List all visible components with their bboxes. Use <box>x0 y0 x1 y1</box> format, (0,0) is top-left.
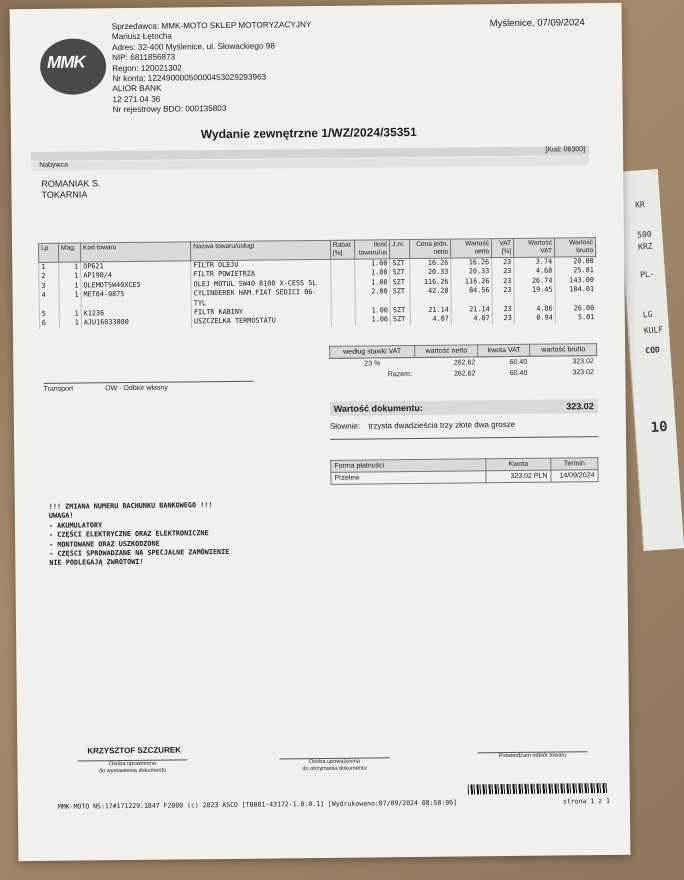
cell-brutto: 104.01 <box>555 285 596 304</box>
cell-jm: SZT <box>390 306 410 316</box>
cell-lp: 1 <box>39 262 59 272</box>
cell-brutto: 20.00 <box>555 257 596 267</box>
confirm-caption: Potwierdzam odbiór towaru <box>498 752 567 760</box>
cell-rabat <box>331 288 355 307</box>
cell-kod: MET04-0875 <box>81 290 191 310</box>
seller-line: 12 271 04 36 <box>112 94 161 104</box>
payment-row <box>331 470 598 485</box>
cell-cena: 16.26 <box>410 258 451 268</box>
cell-kod: OP621 <box>81 261 191 272</box>
cell-jm: SZT <box>390 287 410 306</box>
cell-lp: 6 <box>39 319 59 329</box>
total-label: Razem: <box>387 371 412 379</box>
cell-nazwa: FILTR KABINY <box>191 307 331 318</box>
payment-amount: 323.02 PLN <box>486 470 551 483</box>
footer-text: MMK-MOTO NS:17#171229:1847 F2000 (c) 2023 ASCO [T0001-43172-1.0.0.1] [Wydrukowano:07/09/2024 08:50:06] <box>57 798 458 811</box>
cell-mag: 1 <box>59 281 81 291</box>
cell-kod: OLEMOT5W40XCE5 <box>81 280 191 291</box>
cell-lp: 3 <box>39 282 59 292</box>
cell-nazwa: CYLINDEREK HAM.FIAT SEDICI 06-TYL <box>191 288 331 308</box>
cell-jm: SZT <box>390 259 410 269</box>
place-date: Myślenice, 07/09/2024 <box>489 17 585 30</box>
col-header: Rabat [%] <box>330 240 354 259</box>
cell-brutto: 25.01 <box>555 267 596 277</box>
cell-vat: 23 <box>492 257 514 267</box>
cell-wvat: 26.74 <box>514 276 555 286</box>
col-header: Ilość towaru/us <box>354 240 389 259</box>
vat-header: kwota VAT <box>478 344 530 357</box>
cell-wvat: 19.45 <box>514 286 555 305</box>
note-line: - AKUMULATORY <box>48 521 103 530</box>
issuer-caption-1: Osoba uprawniona <box>108 760 156 768</box>
cell-ilosc: 1.00 <box>355 278 390 288</box>
seller-line: Nr rejestrowy BDO: 000135803 <box>112 104 227 115</box>
receipt-line: KULF <box>643 325 664 336</box>
document-value-amount: 323.02 <box>566 401 594 412</box>
total-netto: 262.62 <box>453 370 476 378</box>
confirm-signature <box>477 751 587 760</box>
cell-vat: 23 <box>492 286 514 305</box>
vat-netto: 262.62 <box>453 359 476 367</box>
side-receipt <box>617 169 684 551</box>
note-line: NIE PODLEGAJĄ ZWROTOWI! <box>49 558 144 568</box>
buyer-city: TOKARNIA <box>41 189 88 200</box>
note-line: - CZĘŚCI SPROWADZANE NA SPECJALNE ZAMÓWIENIE <box>49 547 230 558</box>
cell-brutto: 26.00 <box>555 304 596 314</box>
cell-brutto: 5.01 <box>555 314 596 324</box>
col-header: Wartość VAT <box>514 238 555 257</box>
cell-jm: SZT <box>390 278 410 288</box>
document-value-label: Wartość dokumentu: <box>333 402 423 414</box>
kod-value: [Kod: 06300] <box>545 146 586 154</box>
cell-ilosc: 2.00 <box>355 287 390 306</box>
cell-mag: 1 <box>59 319 81 329</box>
payment-method: Przelew <box>331 471 486 485</box>
cell-kod: AP190/4 <box>81 271 191 282</box>
cell-vat: 23 <box>492 277 514 287</box>
cell-kod: AJU16033800 <box>81 318 191 329</box>
cell-mag: 1 <box>59 262 81 272</box>
total-brutto: 323.02 <box>572 369 594 377</box>
pay-header: Termin <box>551 458 598 470</box>
cell-mag: 1 <box>59 272 81 282</box>
buyer-name: ROMANIAK S. <box>41 178 101 189</box>
cell-cena: 21.14 <box>410 306 451 316</box>
note-line: - MONTOWANE ORAZ USZKODZONE <box>49 539 160 549</box>
cell-nazwa: FILTR POWIETRZA <box>191 269 331 280</box>
vat-rate: 23 % <box>364 360 381 368</box>
buyer-label: Nabywca <box>31 156 589 171</box>
cell-brutto: 143.00 <box>555 276 596 286</box>
document-page <box>10 3 631 861</box>
transport-value: OW - Odbiór własny <box>105 384 168 393</box>
seller-line: Nr konta: 12249000050000453029293963 <box>112 72 267 84</box>
cell-vat: 23 <box>492 314 514 324</box>
receipt-line: 500 <box>636 229 652 240</box>
col-header: Kod towaru <box>80 242 190 262</box>
page-number: strona 1 z 1 <box>562 796 610 806</box>
cell-lp: 2 <box>39 272 59 282</box>
cell-netto: 84.56 <box>451 286 492 305</box>
document-value-bar <box>330 399 598 416</box>
receiver-caption-2: do otrzymania dokumentu <box>302 765 367 773</box>
notes-block <box>49 501 230 569</box>
cell-nazwa: USZCZELKA TERMOSTATU <box>191 316 331 327</box>
cell-rabat <box>331 316 355 326</box>
cell-netto: 21.14 <box>451 305 492 315</box>
total-vat: 60.40 <box>509 369 528 378</box>
receiver-caption-1: Osoba upoważniona <box>308 758 360 766</box>
vat-summary-table <box>329 343 597 381</box>
slownie-text: trzysta dwadzieścia trzy złote dwa grosze <box>368 419 516 431</box>
pay-header: Forma płatności <box>331 459 486 473</box>
pay-header: Kwota <box>486 458 551 471</box>
items-table <box>38 237 597 329</box>
note-line: UWAGA! <box>48 511 74 521</box>
footer <box>58 797 610 811</box>
cell-rabat <box>331 269 355 279</box>
logo-text: MMK <box>47 52 85 72</box>
company-logo <box>40 38 107 95</box>
col-header: Cena jedn. netto <box>410 239 451 258</box>
cell-wvat: 3.74 <box>514 257 555 267</box>
seller-block <box>112 20 313 116</box>
vat-header: wartość brutto <box>530 344 597 357</box>
seller-line: Sprzedawca: MMK-MOTO SKLEP MOTORYZACYJNY <box>111 20 312 32</box>
payment-due: 14/09/2024 <box>551 470 598 482</box>
receipt-line: 10 <box>650 418 669 437</box>
receipt-line: COD <box>645 345 661 356</box>
cell-mag: 1 <box>59 291 81 310</box>
cell-jm: SZT <box>390 315 410 325</box>
issuer-name: KRZYSZTOF SZCZUREK <box>87 745 182 756</box>
cell-kod: K1236 <box>81 308 191 319</box>
col-header: Mag. <box>58 243 80 262</box>
seller-line: NIP: 6811856873 <box>112 52 176 63</box>
receipt-line: LG <box>642 309 653 320</box>
cell-wvat: 0.94 <box>514 314 555 324</box>
cell-netto: 20.33 <box>451 268 492 278</box>
col-header: Wartość brutto <box>554 238 595 257</box>
cell-vat: 23 <box>492 305 514 315</box>
col-header: J.m. <box>390 240 410 259</box>
cell-vat: 23 <box>492 267 514 277</box>
transport-label: Transport <box>43 385 74 393</box>
col-header: Wartość netto <box>451 239 492 258</box>
seller-line: Regon: 120021302 <box>112 63 182 73</box>
cell-cena: 42.28 <box>410 287 451 306</box>
cell-netto: 16.26 <box>451 258 492 268</box>
col-header: Nazwa towaru/usługi <box>191 240 331 260</box>
cell-cena: 20.33 <box>410 268 451 278</box>
cell-rabat <box>331 307 355 317</box>
cell-wvat: 4.86 <box>514 305 555 315</box>
cell-lp: 4 <box>39 291 59 310</box>
amount-in-words <box>330 419 598 440</box>
cell-ilosc: 1.00 <box>355 316 390 326</box>
cell-netto: 116.26 <box>451 277 492 287</box>
cell-mag: 1 <box>59 310 81 320</box>
note-line: - CZĘŚCI ELEKTRYCZNE ORAZ ELEKTRONICZNE <box>49 529 209 540</box>
vat-total-row <box>330 367 597 381</box>
cell-ilosc: 1.00 <box>355 259 390 269</box>
cell-netto: 4.07 <box>451 315 492 325</box>
payment-table <box>330 457 598 485</box>
seller-line: ALIOR BANK <box>112 84 162 94</box>
col-header: VAT [%] <box>491 238 513 257</box>
barcode <box>468 783 608 794</box>
cell-rabat <box>330 259 354 269</box>
cell-ilosc: 1.00 <box>355 269 390 279</box>
vat-amount: 60.40 <box>509 358 528 367</box>
receiver-signature <box>279 757 389 773</box>
cell-cena: 116.26 <box>410 277 451 287</box>
issuer-signature <box>77 759 187 775</box>
buyer-block <box>41 178 100 201</box>
receipt-line: PL- <box>639 269 655 280</box>
document-title: Wydanie zewnętrzne 1/WZ/2024/35351 <box>200 124 417 142</box>
cell-ilosc: 1.00 <box>355 306 390 316</box>
vat-header: wartość netto <box>415 345 479 358</box>
cell-cena: 4.07 <box>410 315 451 325</box>
vat-brutto: 323.02 <box>572 358 594 366</box>
transport-row <box>43 381 253 393</box>
seller-line: Mariusz Łętocha <box>111 31 172 42</box>
vat-header: według stawki VAT <box>330 346 415 359</box>
receipt-line: KRZ <box>637 241 653 252</box>
cell-nazwa: FILTR OLEJU <box>191 259 331 270</box>
cell-lp: 5 <box>39 310 59 320</box>
seller-line: Adres: 32-400 Myślenice, ul. Słowackiego 98 <box>111 41 275 52</box>
cell-wvat: 4.68 <box>514 267 555 277</box>
cell-jm: SZT <box>390 268 410 278</box>
cell-rabat <box>331 278 355 288</box>
note-line: !!! ZMIANA NUMERU RACHUNKU BANKOWEGO !!! <box>48 501 213 511</box>
issuer-caption-2: do wystawienia dokumentu <box>98 767 167 775</box>
slownie-label: Słownie: <box>329 421 361 431</box>
cell-nazwa: OLEJ MOTUL 5W40 8100 X-CESS 5L <box>191 279 331 290</box>
receipt-line: KR <box>634 200 646 210</box>
col-header: Lp <box>39 243 59 262</box>
